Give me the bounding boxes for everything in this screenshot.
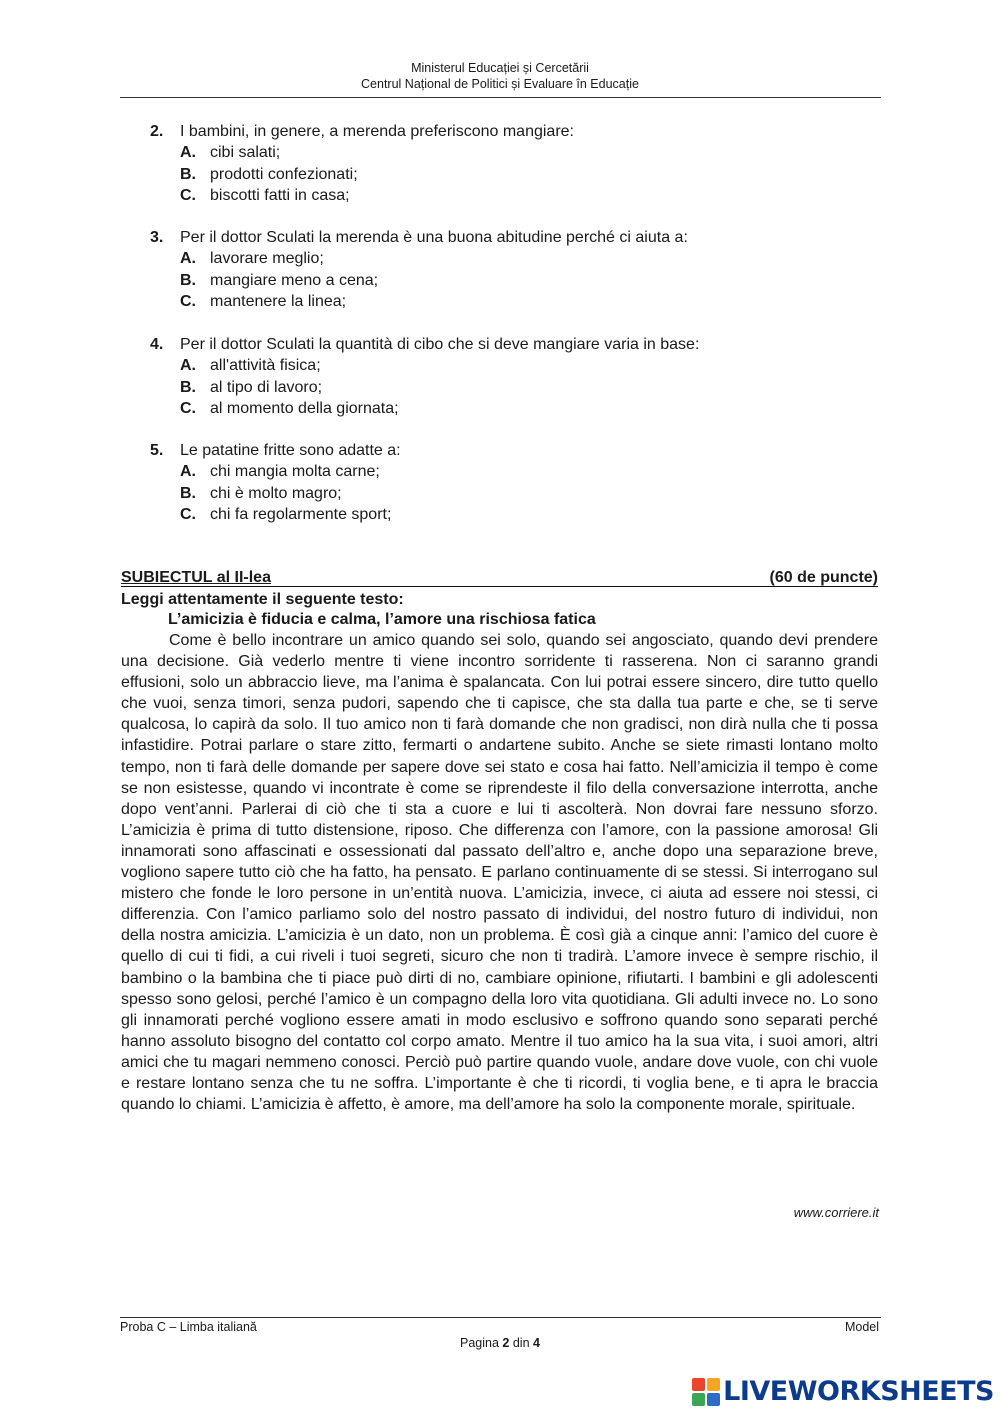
header-ministry: Ministerul Educației și Cercetării — [411, 61, 589, 75]
page-number: Pagina 2 din 4 — [460, 1336, 540, 1350]
option-a: A. all'attività fisica; — [180, 357, 321, 375]
option-b: B. prodotti confezionati; — [180, 165, 358, 183]
footer-rule — [120, 1317, 881, 1318]
option-a: A. lavorare meglio; — [180, 250, 324, 268]
question-text: I bambini, in genere, a merenda preferiscono mangiare: — [180, 123, 574, 140]
footer-exam-name: Proba C – Limba italiană — [120, 1320, 257, 1334]
liveworksheets-logo-icon — [692, 1378, 720, 1406]
question-text: Le patatine fritte sono adatte a: — [180, 442, 401, 459]
option-c: C. mantenere la linea; — [180, 292, 347, 310]
liveworksheets-wordmark: LIVEWORKSHEETS — [723, 1376, 994, 1407]
option-b: B. mangiare meno a cena; — [180, 271, 379, 289]
option-a: A. chi mangia molta carne; — [180, 463, 380, 481]
option-b: B. al tipo di lavoro; — [180, 378, 323, 396]
option-c: C. chi fa regolarmente sport; — [180, 505, 392, 523]
reading-passage: Come è bello incontrare un amico quando sei solo, quando sei angosciato, quando devi prendere una decisione. Già vederlo mentre ti viene incontro sorridente ti rasserena. Non ci saranno grandi effusioni, solo un abbraccio lieve, ma l’anima è spalancata. Con lui potrai essere sincero, dire tutto quello che vuoi, senza timori, senza pudori, sapendo che ti capisce, che sta dalla tua parte e che, se ti serve qualcosa, lo capirà da solo. Il tuo amico non ti farà domande che non gradisci, non dirà nulla che ti possa infastidire. Potrai parlare o stare zitto, fermarti o andartene subito. Anche se siete rimasti lontano molto tempo, non ti farà delle domande per sapere dove sei stato e cosa hai fatto. Nell’amicizia il tempo è come se non esistesse, quando vi incontrate è come se riprendeste il filo della conversazione interrotta, anche dopo vent’anni. Parlerai di ciò che ti sta a cuore e lui ti ascolterà. Non dovrai fare nessuno sforzo. L’amicizia è prima di tutto distensione, riposo. Che differenza con l’amore, con la passione amorosa! Gli innamorati sono affascinati e ossessionati dal passato dell’altro e, anche dopo una separazione breve, vogliono sapere tutto ciò che ha fatto, ha pensato. E parlano continuamente di se stessi. Si interrogano sul mistero che fonde le loro persone in un’entità nuova. L’amicizia, invece, ci aiuta ad essere noi stessi, ci differenzia. Con l’amico parliamo solo del nostro passato di individui, del nostro futuro di individui, non della nostra amicizia. L’amicizia è un dato, non un problema. È così già a cinque anni: l’amico del cuore è quello di cui ti fidi, a cui riveli i tuoi segreti, sicuro che non ti tradirà. L’amore invece è sempre rischio, il bambino o la bambina che ti piace può dirti di no, cambiare opinione, rifiutarti. I bambini e gli adolescenti spesso sono gelosi, perché l’amico è un compagno della loro vita quotidiana. Gli adulti invece no. Lo sono gli innamorati perché vogliono essere amati in modo esclusivo e soffrono quando sono separati perché hanno assoluto bisogno del contatto col corpo amato. Mentre il tuo amico ha la sua vita, i suoi amori, altri amici che tu magari nemmeno conosci. Perciò può partire quando vuole, andare dove vuole, con chi vuole e restare lontano senza che tu ne soffra. L’importante è che ti ricordi, ti voglia bene, e ti apra le braccia quando lo chiami. L’amicizia è affetto, è amore, ma dell’amore ha solo la componente morale, spirituale. — [121, 632, 878, 1114]
header-center: Centrul Național de Politici și Evaluare în Educație — [361, 77, 639, 91]
document-header — [120, 60, 880, 92]
question-text: Per il dottor Sculati la quantità di cibo che si deve mangiare varia in base: — [180, 336, 700, 353]
liveworksheets-watermark — [692, 1376, 994, 1407]
question-number: 5. — [150, 442, 164, 459]
source-citation: www.corriere.it — [793, 1205, 879, 1220]
section-points: (60 de puncte) — [769, 569, 878, 586]
question-number: 2. — [150, 123, 164, 140]
reading-instruction: Leggi attentamente il seguente testo: — [121, 591, 404, 608]
question-2 — [150, 121, 574, 206]
question-4 — [150, 334, 699, 419]
section-underline — [121, 586, 878, 587]
question-number: 3. — [150, 229, 164, 246]
footer-model: Model — [844, 1320, 879, 1334]
question-3 — [150, 227, 688, 312]
header-rule — [120, 97, 881, 98]
option-b: B. chi è molto magro; — [180, 484, 342, 502]
option-c: C. al momento della giornata; — [180, 399, 399, 417]
section-title: SUBIECTUL al II-lea — [121, 569, 271, 586]
option-c: C. biscotti fatti in casa; — [180, 186, 350, 204]
question-text: Per il dottor Sculati la merenda è una buona abitudine perché ci aiuta a: — [180, 229, 688, 246]
text-title: L’amicizia è fiducia e calma, l’amore una rischiosa fatica — [168, 611, 596, 628]
option-a: A. cibi salati; — [180, 144, 281, 162]
section-heading — [121, 568, 878, 588]
question-number: 4. — [150, 336, 164, 353]
question-5 — [150, 440, 401, 525]
